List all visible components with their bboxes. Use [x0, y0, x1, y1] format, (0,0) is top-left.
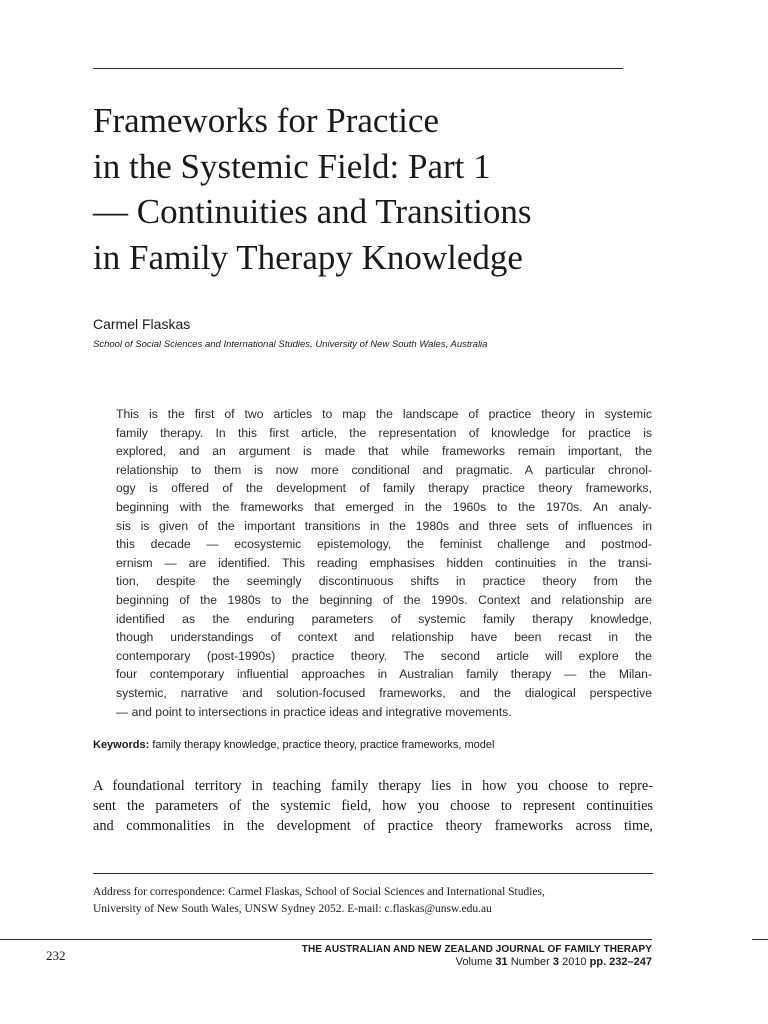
article-title — [93, 98, 653, 280]
abstract-line: tion, despite the seemingly discontinuous shifts in practice theory from the — [116, 574, 652, 589]
journal-info — [302, 944, 652, 968]
body-paragraph — [93, 776, 653, 836]
keywords-text: family therapy knowledge, practice theory, practice frameworks, model — [152, 739, 495, 751]
volume-number: 31 — [495, 956, 508, 968]
abstract-line: explored, and an argument is made that while frameworks remain important, the — [116, 444, 652, 459]
body-line: A foundational territory in teaching family therapy lies in how you choose to repre- — [93, 778, 653, 794]
number-label: Number — [510, 956, 550, 968]
footnote-line: Address for correspondence: Carmel Flaskas, School of Social Sciences and International Studies, — [93, 886, 545, 898]
issue-number: 3 — [552, 956, 560, 968]
footnote-line: University of New South Wales, UNSW Sydney 2052. E-mail: c.flaskas@unsw.edu.au — [93, 903, 492, 915]
abstract-line: identified as the enduring parameters of systemic family therapy knowledge, — [116, 611, 652, 626]
volume-label: Volume — [455, 956, 493, 968]
abstract-line: family therapy. In this first article, the representation of knowledge for practice is — [116, 425, 652, 440]
abstract-line: though understandings of context and relationship have been recast in the — [116, 630, 652, 645]
abstract-line: ogy is offered of the development of family therapy practice theory frameworks, — [116, 481, 652, 496]
abstract-line: — and point to intersections in practice ideas and integrative movements. — [116, 704, 512, 719]
body-line: sent the parameters of the systemic field, how you choose to represent continuities — [93, 798, 653, 814]
journal-volume-line — [302, 956, 652, 968]
page-number: 232 — [46, 948, 66, 963]
crop-mark — [752, 939, 768, 940]
abstract-line: sis is given of the important transitions in the 1980s and three sets of influences in — [116, 518, 652, 533]
keywords — [93, 739, 494, 751]
correspondence-footnote — [93, 884, 653, 918]
body-line: and commonalities in the development of practice theory frameworks across time, — [93, 818, 653, 834]
page-range: pp. 232–247 — [589, 956, 652, 968]
abstract-line: ernism — are identified. This reading emphasises hidden continuities in the transi- — [116, 555, 652, 570]
abstract-line: This is the first of two articles to map the landscape of practice theory in systemic — [116, 407, 652, 421]
author-affiliation: School of Social Sciences and International Studies, University of New South Wales, Australia — [93, 339, 488, 350]
year: 2010 — [562, 956, 587, 968]
top-rule — [93, 68, 623, 69]
abstract-line: four contemporary influential approaches in Australian family therapy — the Milan- — [116, 667, 652, 682]
abstract-line: beginning of the 1980s to the beginning of the 1990s. Context and relationship are — [116, 592, 652, 607]
abstract-line: beginning with the frameworks that emerged in the 1960s to the 1970s. An analy- — [116, 499, 652, 514]
abstract — [116, 405, 652, 721]
author-name: Carmel Flaskas — [93, 316, 191, 332]
title-line: Frameworks for Practice — [93, 101, 439, 140]
keywords-label: Keywords: — [93, 739, 150, 751]
footnote-rule — [93, 873, 653, 874]
abstract-line: this decade — ecosystemic epistemology, the feminist challenge and postmod- — [116, 537, 652, 552]
title-line: in the Systemic Field: Part 1 — [93, 146, 491, 186]
footer-rule — [0, 939, 652, 940]
abstract-line: relationship to them is now more conditional and pragmatic. A particular chronol- — [116, 462, 652, 477]
title-line: — Continuities and Transitions — [93, 192, 532, 231]
journal-name: THE AUSTRALIAN AND NEW ZEALAND JOURNAL OF FAMILY THERAPY — [301, 944, 652, 955]
abstract-line: contemporary (post-1990s) practice theory. The second article will explore the — [116, 648, 652, 663]
title-line: in Family Therapy Knowledge — [93, 237, 523, 277]
abstract-line: systemic, narrative and solution-focused frameworks, and the dialogical perspective — [116, 685, 652, 700]
